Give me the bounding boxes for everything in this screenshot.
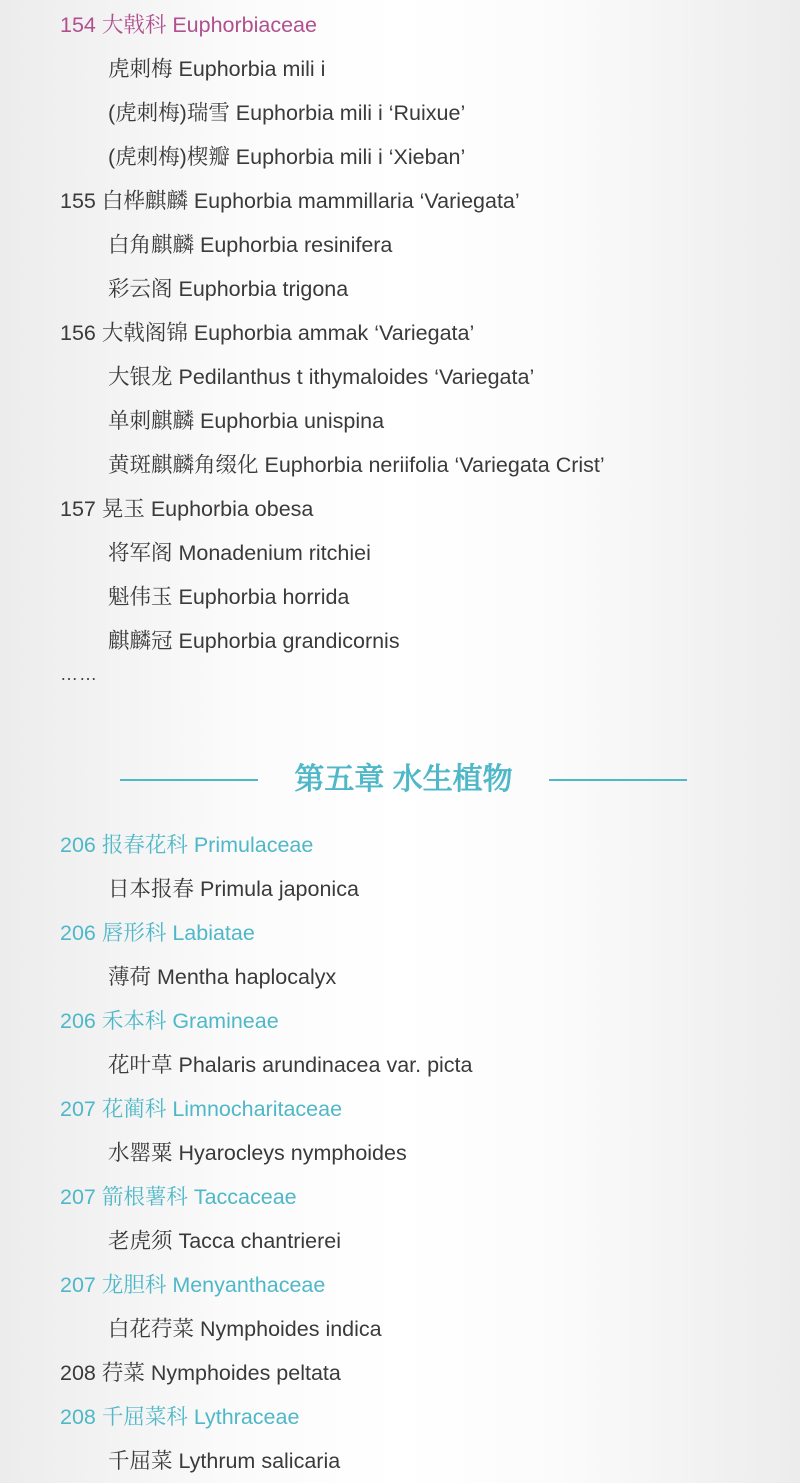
species-entry: 薄荷 Mentha haplocalyx [108,965,337,989]
page-entry: 156 大戟阁锦 Euphorbia ammak ‘Variegata’ [60,321,475,345]
page-entry: 208 荇菜 Nymphoides peltata [60,1361,341,1385]
species-entry: (虎刺梅)楔瓣 Euphorbia mili i ‘Xieban’ [108,145,466,169]
chapter-title: 第五章 水生植物 [294,763,513,796]
species-entry: 彩云阁 Euphorbia trigona [108,277,349,301]
species-entry: (虎刺梅)瑞雪 Euphorbia mili i ‘Ruixue’ [108,101,466,125]
page-entry: 155 白桦麒麟 Euphorbia mammillaria ‘Variegata’ [60,189,520,213]
species-entry: 黄斑麒麟角缀化 Euphorbia neriifolia ‘Variegata Crist’ [108,453,605,477]
species-entry: 麒麟冠 Euphorbia grandicornis [108,629,400,653]
chapter-heading [0,752,800,808]
family-heading-taccaceae: 207 箭根薯科 Taccaceae [60,1185,297,1209]
species-entry: 魁伟玉 Euphorbia horrida [108,585,350,609]
family-heading-labiatae: 206 唇形科 Labiatae [60,921,255,945]
species-entry: 单刺麒麟 Euphorbia unispina [108,409,385,433]
family-heading-menyanthaceae: 207 龙胆科 Menyanthaceae [60,1273,326,1297]
family-heading-gramineae: 206 禾本科 Gramineae [60,1009,279,1033]
species-entry: 老虎须 Tacca chantrierei [108,1229,341,1253]
continuation-ellipsis: …… [60,664,98,684]
species-entry: 花叶草 Phalaris arundinacea var. picta [108,1053,473,1077]
family-heading-primulaceae: 206 报春花科 Primulaceae [60,833,314,857]
page-entry: 157 晃玉 Euphorbia obesa [60,497,314,521]
species-entry: 虎刺梅 Euphorbia mili i [108,57,326,81]
heading-rule-left [120,779,258,781]
species-entry: 白角麒麟 Euphorbia resinifera [108,233,393,257]
species-entry: 千屈菜 Lythrum salicaria [108,1449,341,1473]
species-entry: 日本报春 Primula japonica [108,877,359,901]
family-heading-limnocharitaceae: 207 花蔺科 Limnocharitaceae [60,1097,343,1121]
heading-rule-right [549,779,687,781]
family-heading-euphorbiaceae: 154 大戟科 Euphorbiaceae [60,13,317,37]
species-entry: 水罂粟 Hyarocleys nymphoides [108,1141,407,1165]
species-entry: 白花荇菜 Nymphoides indica [108,1317,382,1341]
species-entry: 将军阁 Monadenium ritchiei [108,541,371,565]
family-heading-lythraceae: 208 千屈菜科 Lythraceae [60,1405,300,1429]
species-entry: 大银龙 Pedilanthus t ithymaloides ‘Variegata’ [108,365,535,389]
